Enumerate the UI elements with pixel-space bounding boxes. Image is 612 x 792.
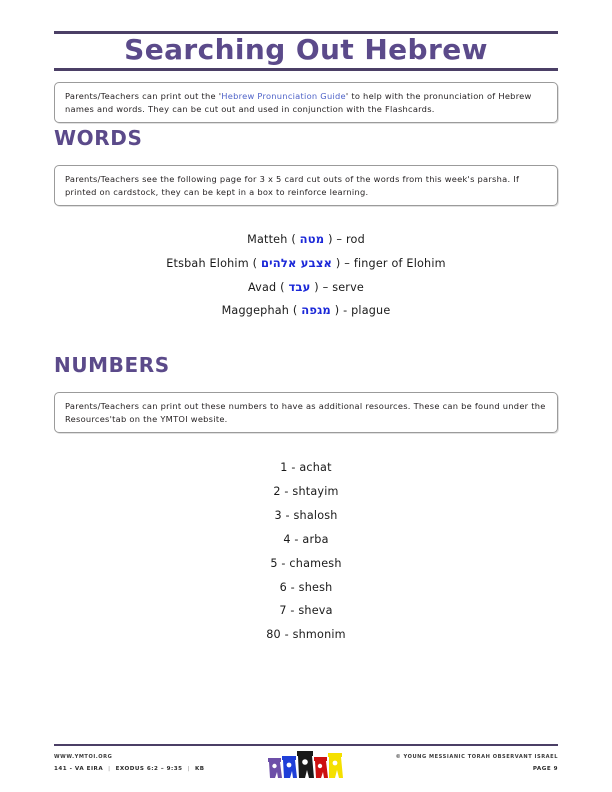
word-paren-close: ) bbox=[335, 256, 341, 270]
word-list bbox=[0, 228, 612, 323]
ymtoi-logo bbox=[265, 749, 347, 787]
page-title: Searching Out Hebrew bbox=[124, 33, 488, 66]
word-dash: - bbox=[343, 304, 348, 318]
footer-scripture: EXODUS 6:2 – 9:35 bbox=[115, 765, 183, 772]
logo-figure-2 bbox=[282, 756, 297, 778]
intro-text-after: ' to help with the pronunciation of Hebrew names and words. They can be cut out and used in conjunction with the Flashcards. bbox=[65, 91, 532, 114]
intro-callout bbox=[54, 82, 558, 123]
word-meaning: plague bbox=[351, 304, 391, 318]
number-list-item: 1 - achat bbox=[280, 461, 332, 474]
word-paren-open: ( bbox=[280, 280, 285, 294]
footer-lesson-number: 141 - VA EIRA bbox=[54, 765, 104, 772]
logo-figure-1 bbox=[268, 758, 282, 778]
word-transliteration: Etsbah Elohim bbox=[166, 256, 249, 270]
word-meaning: rod bbox=[345, 233, 365, 246]
hebrew-pronunciation-guide-link[interactable]: Hebrew Pronunciation Guide bbox=[221, 91, 346, 101]
word-transliteration: Avad bbox=[247, 280, 277, 294]
word-transliteration: Maggephah bbox=[221, 304, 290, 318]
word-meaning: serve bbox=[332, 280, 365, 294]
word-list-item bbox=[0, 228, 612, 252]
number-list-item: 4 - arba bbox=[283, 532, 329, 546]
number-list-item: 7 - sheva bbox=[279, 604, 333, 618]
footer-page-number: PAGE 9 bbox=[532, 765, 558, 772]
footer-right bbox=[396, 752, 558, 775]
number-list-item: 6 - shesh bbox=[279, 580, 333, 594]
word-paren-close: ) bbox=[334, 304, 340, 318]
word-transliteration: Matteh bbox=[247, 233, 288, 246]
word-dash: – bbox=[322, 280, 329, 294]
word-paren-open: ( bbox=[292, 304, 298, 318]
word-paren-open: ( bbox=[291, 233, 296, 246]
word-dash: – bbox=[344, 256, 351, 270]
number-list-item: 5 - chamesh bbox=[270, 556, 342, 570]
footer-grade: KB bbox=[194, 765, 205, 772]
numbers-callout: Parents/Teachers can print out these numbers to have as additional resources. These can be found under the Resources'tab on the YMTOI website. bbox=[54, 392, 558, 433]
section-heading-numbers: NUMBERS bbox=[54, 353, 170, 377]
logo-figure-5 bbox=[328, 753, 343, 778]
number-list-item: 2 - shtayim bbox=[273, 484, 339, 498]
word-list-item bbox=[0, 276, 612, 300]
word-hebrew: עבד bbox=[288, 279, 311, 294]
intro-text-before: Parents/Teachers can print out the ' bbox=[65, 91, 222, 101]
number-list-item: 3 - shalosh bbox=[274, 508, 338, 522]
footer-separator-1: | bbox=[108, 765, 111, 772]
word-meaning: finger of Elohim bbox=[353, 256, 446, 270]
logo-figures-icon bbox=[265, 749, 347, 787]
footer-meta bbox=[54, 764, 205, 776]
footer-website[interactable]: WWW.YMTOI.ORG bbox=[54, 754, 113, 760]
title-rule-bottom bbox=[54, 68, 558, 71]
word-hebrew: אצבע אלהים bbox=[260, 255, 333, 270]
word-hebrew: מטה bbox=[299, 232, 325, 246]
footer-copyright: © YOUNG MESSIANIC TORAH OBSERVANT ISRAEL bbox=[395, 754, 558, 760]
logo-figure-3 bbox=[297, 751, 314, 778]
logo-figure-4 bbox=[314, 757, 328, 778]
word-list-item bbox=[0, 299, 612, 323]
footer-rule bbox=[54, 744, 558, 746]
number-list bbox=[0, 456, 612, 647]
word-paren-close: ) bbox=[328, 233, 333, 246]
footer-separator-2: | bbox=[187, 765, 190, 772]
word-list-item bbox=[0, 252, 612, 276]
section-heading-words: WORDS bbox=[54, 126, 143, 150]
words-callout: Parents/Teachers see the following page for 3 x 5 card cut outs of the words from this week's parsha. If printed on cardstock, they can be kept in a box to reinforce learning. bbox=[54, 165, 558, 206]
number-list-item: 80 - shmonim bbox=[266, 628, 346, 642]
word-paren-close: ) bbox=[314, 280, 319, 294]
word-dash: – bbox=[336, 233, 343, 246]
footer-left bbox=[54, 752, 205, 775]
word-paren-open: ( bbox=[252, 256, 258, 270]
word-hebrew: מגפה bbox=[301, 303, 331, 318]
